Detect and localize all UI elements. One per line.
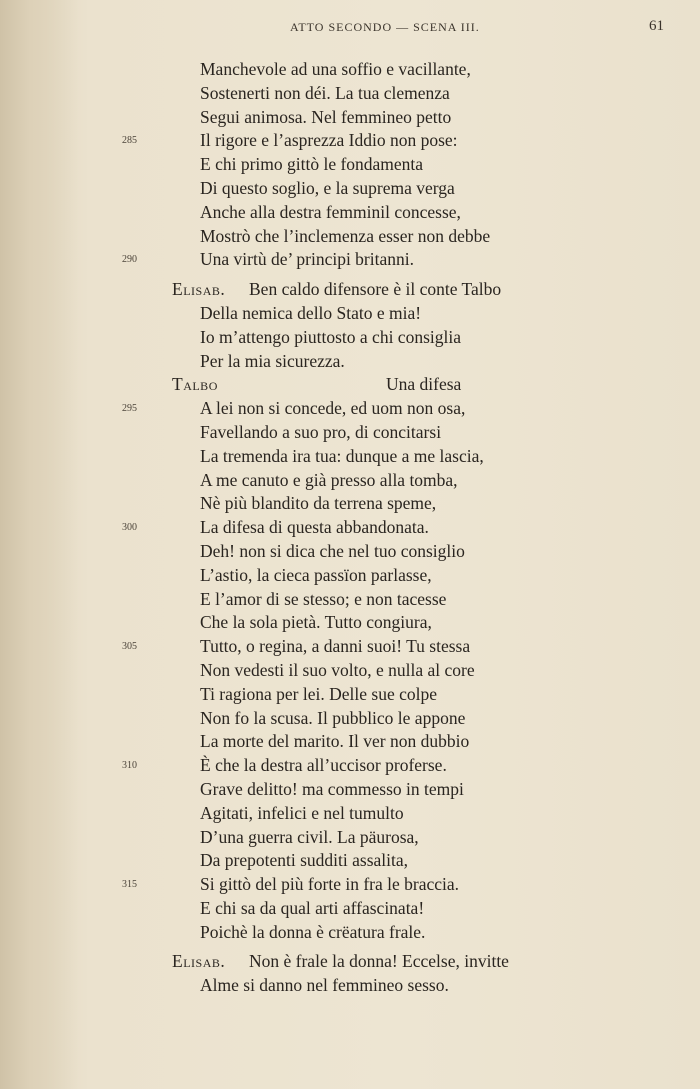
verse-line [0, 849, 700, 873]
verse-line [0, 397, 700, 421]
verse-line [0, 683, 700, 707]
verse-text-content: E chi sa da qual arti affascinata! [200, 897, 425, 918]
verse-line [0, 129, 700, 153]
verse-line [0, 278, 700, 302]
verse-line [0, 897, 700, 921]
verse-line [0, 564, 700, 588]
verse-line [0, 326, 700, 350]
verse-text-content: E l’amor di se stesso; e non tacesse [200, 588, 447, 609]
verse-text-content: Ben caldo difensore è il conte Talbo [249, 279, 502, 300]
verse-line [0, 225, 700, 249]
verse-line [0, 540, 700, 564]
verse-line [0, 373, 700, 397]
verse-line [0, 826, 700, 850]
speaker-name: Elisab. [172, 951, 226, 972]
verse-text-content: Per la mia sicurezza. [200, 350, 345, 371]
verse-text-content: Non vedesti il suo volto, e nulla al core [200, 659, 475, 680]
speaker-name: Talbo [172, 374, 218, 395]
line-number: 310 [122, 760, 137, 772]
line-number: 305 [122, 641, 137, 653]
verse-line [0, 350, 700, 374]
verse-line [0, 421, 700, 445]
verse-line [0, 248, 700, 272]
verse-line [0, 707, 700, 731]
verse-text-content: L’astio, la cieca passïon parlasse, [200, 564, 432, 585]
verse-text-content: Ti ragiona per lei. Delle sue colpe [200, 683, 437, 704]
verse-text-content: Anche alla destra femminil concesse, [200, 201, 461, 222]
verse-line [0, 58, 700, 82]
verse-text-content: Alme si danno nel femmineo sesso. [200, 975, 449, 996]
verse-text-content: Sostenerti non déi. La tua clemenza [200, 82, 450, 103]
line-number: 295 [122, 403, 137, 415]
verse-line [0, 778, 700, 802]
verse-line [0, 201, 700, 225]
verse-line [0, 516, 700, 540]
verse-line [0, 873, 700, 897]
verse-line [0, 445, 700, 469]
verse-text-content: Una virtù de’ principi britanni. [200, 249, 414, 270]
verse-text-content: A me canuto e già presso alla tomba, [200, 469, 458, 490]
verse-line [0, 177, 700, 201]
verse-text-content: Segui animosa. Nel femmineo petto [200, 106, 452, 127]
verse-line [0, 635, 700, 659]
running-head: ATTO SECONDO — SCENA III. [290, 20, 480, 34]
verse-text-content: È che la destra all’uccisor proferse. [200, 755, 447, 776]
verse-text-content: Nè più blandito da terrena speme, [200, 493, 437, 514]
verse-line [0, 921, 700, 945]
verse-line [0, 588, 700, 612]
verse-text-content: Da prepotenti sudditi assalita, [200, 850, 409, 871]
verse-text-content: Di questo soglio, e la suprema verga [200, 177, 455, 198]
page-number: 61 [649, 18, 664, 34]
verse-line [0, 106, 700, 130]
verse-text-content: Deh! non si dica che nel tuo consiglio [200, 540, 465, 561]
verse-text-content: La tremenda ira tua: dunque a me lascia, [200, 445, 484, 466]
line-number: 315 [122, 879, 137, 891]
verse-line [0, 302, 700, 326]
page-header [0, 18, 700, 38]
verse-line [0, 754, 700, 778]
verse-text-content: La difesa di questa abbandonata. [200, 517, 429, 538]
verse-text-content: Favellando a suo pro, di concitarsi [200, 421, 442, 442]
verse-line [0, 730, 700, 754]
verse-line [0, 950, 700, 974]
verse-text-content: A lei non si concede, ed uom non osa, [200, 398, 466, 419]
verse-text-content: Il rigore e l’asprezza Iddio non pose: [200, 130, 458, 151]
verse-line [0, 802, 700, 826]
verse-line [0, 659, 700, 683]
verse-line [0, 974, 700, 998]
verse-text-content: Grave delitto! ma commesso in tempi [200, 778, 464, 799]
verse-text-content: Manchevole ad una soffio e vacillante, [200, 59, 471, 79]
line-number: 285 [122, 135, 137, 147]
verse-text-content: Della nemica dello Stato e mia! [200, 302, 422, 323]
verse-text-content: La morte del marito. Il ver non dubbio [200, 731, 470, 752]
verse-text-content: Agitati, infelici e nel tumulto [200, 802, 404, 823]
verse-text-content: Mostrò che l’inclemenza esser non debbe [200, 225, 491, 246]
verse-line [0, 82, 700, 106]
verse-text-content: Poichè la donna è crëatura frale. [200, 921, 426, 942]
line-number: 290 [122, 254, 137, 266]
verse-line [0, 492, 700, 516]
verse-line [0, 611, 700, 635]
verse-text-content: D’una guerra civil. La päurosa, [200, 826, 419, 847]
verse-text-content: Non fo la scusa. Il pubblico le appone [200, 707, 466, 728]
verse-text-content: E chi primo gittò le fondamenta [200, 154, 424, 175]
verse-text-content: Tutto, o regina, a danni suoi! Tu stessa [200, 636, 471, 657]
speaker-name: Elisab. [172, 279, 226, 300]
verse-text-content: Si gittò del più forte in fra le braccia. [200, 874, 460, 895]
verse-line [0, 153, 700, 177]
verse-text [0, 58, 700, 998]
verse-text-content: Che la sola pietà. Tutto congiura, [200, 612, 432, 633]
verse-text-content: Io m’attengo piuttosto a chi consiglia [200, 326, 461, 347]
line-number: 300 [122, 522, 137, 534]
verse-text-content: Una difesa [386, 374, 462, 395]
verse-text-content: Non è frale la donna! Eccelse, invitte [249, 951, 509, 972]
verse-line [0, 469, 700, 493]
